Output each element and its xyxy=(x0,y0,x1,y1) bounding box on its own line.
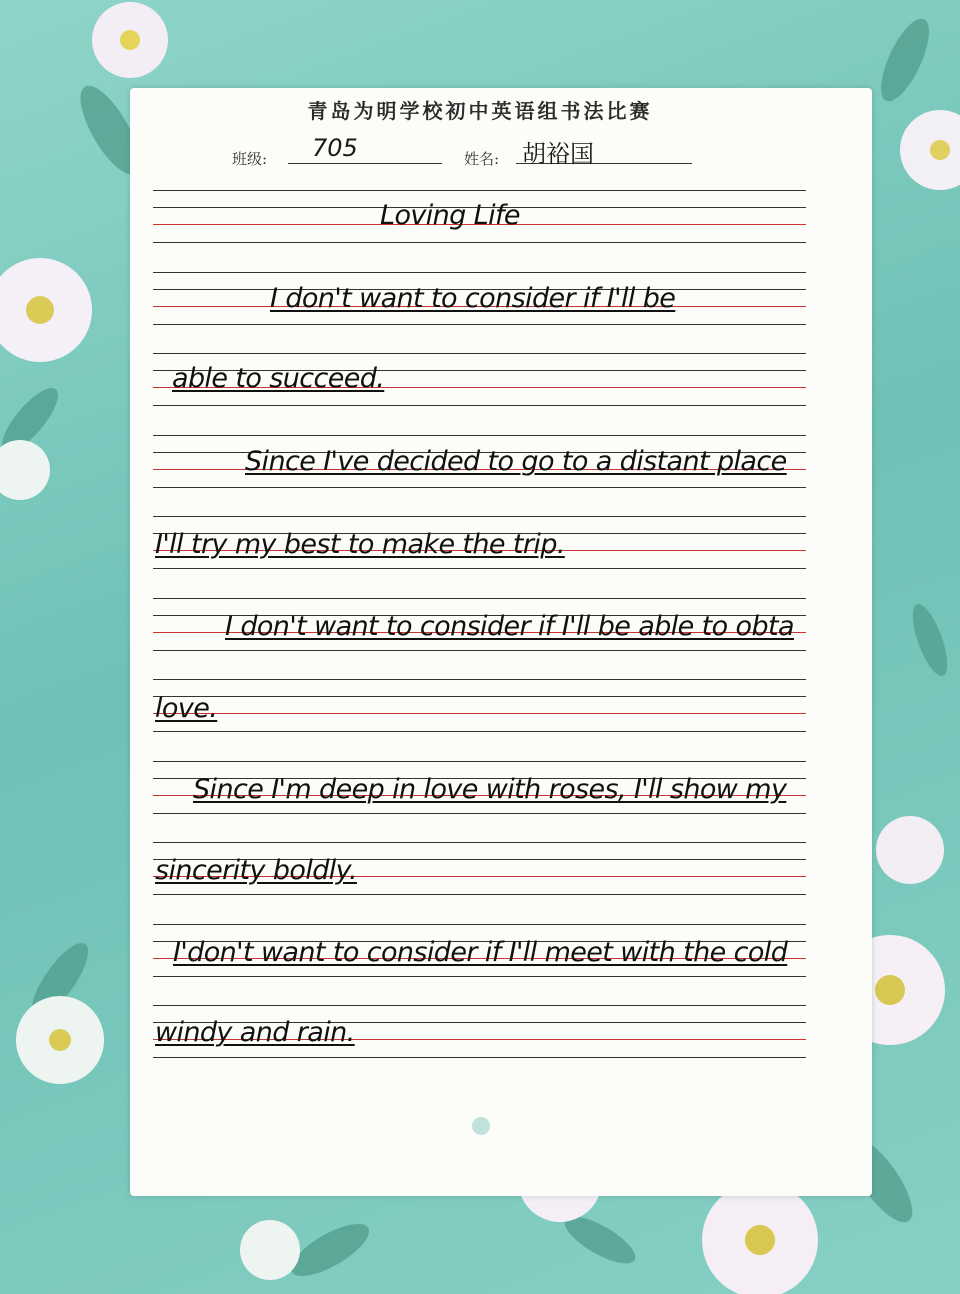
ruling-line xyxy=(153,679,806,680)
ruling-line xyxy=(153,324,806,325)
ruling-line xyxy=(153,190,806,191)
essay-line: I'don't want to consider if I'll meet with the cold xyxy=(173,937,788,968)
ruling-line xyxy=(153,516,806,517)
ruling-line xyxy=(153,1005,806,1006)
essay-line: windy and rain. xyxy=(155,1017,355,1048)
ruling-line xyxy=(153,272,806,273)
class-underline xyxy=(288,163,442,164)
ruling-line xyxy=(153,598,806,599)
page-title: 青岛为明学校初中英语组书法比赛 xyxy=(307,99,653,123)
essay-line: love. xyxy=(155,693,218,724)
essay-line: able to succeed. xyxy=(172,363,385,394)
essay-line: Since I'm deep in love with roses, I'll show my xyxy=(193,774,787,805)
ruling-line xyxy=(153,405,806,406)
ruling-line xyxy=(153,713,806,714)
page-number-dot xyxy=(472,1117,490,1135)
ruling-line xyxy=(153,242,806,243)
name-label: 姓名: xyxy=(464,150,500,168)
ruling-line xyxy=(153,696,806,697)
ruling-line xyxy=(153,731,806,732)
ruling-line xyxy=(153,568,806,569)
essay-line: sincerity boldly. xyxy=(155,855,357,886)
essay-line: I don't want to consider if I'll be xyxy=(270,283,676,314)
essay-line: I don't want to consider if I'll be able to obta xyxy=(225,611,794,642)
essay-line: I'll try my best to make the trip. xyxy=(155,529,565,560)
ruling-line xyxy=(153,435,806,436)
ruling-line xyxy=(153,924,806,925)
essay-line: Since I've decided to go to a distant place xyxy=(245,446,787,477)
ruling-line xyxy=(153,1057,806,1058)
name-value: 胡裕国 xyxy=(522,140,594,168)
ruling-line xyxy=(153,761,806,762)
ruling-line xyxy=(153,842,806,843)
class-label: 班级: xyxy=(232,150,268,168)
ruling-line xyxy=(153,353,806,354)
class-value: 705 xyxy=(312,134,358,162)
ruling-line xyxy=(153,976,806,977)
ruling-line xyxy=(153,813,806,814)
essay-title: Loving Life xyxy=(380,200,520,231)
ruling-line xyxy=(153,650,806,651)
ruling-line xyxy=(153,487,806,488)
ruling-line xyxy=(153,894,806,895)
